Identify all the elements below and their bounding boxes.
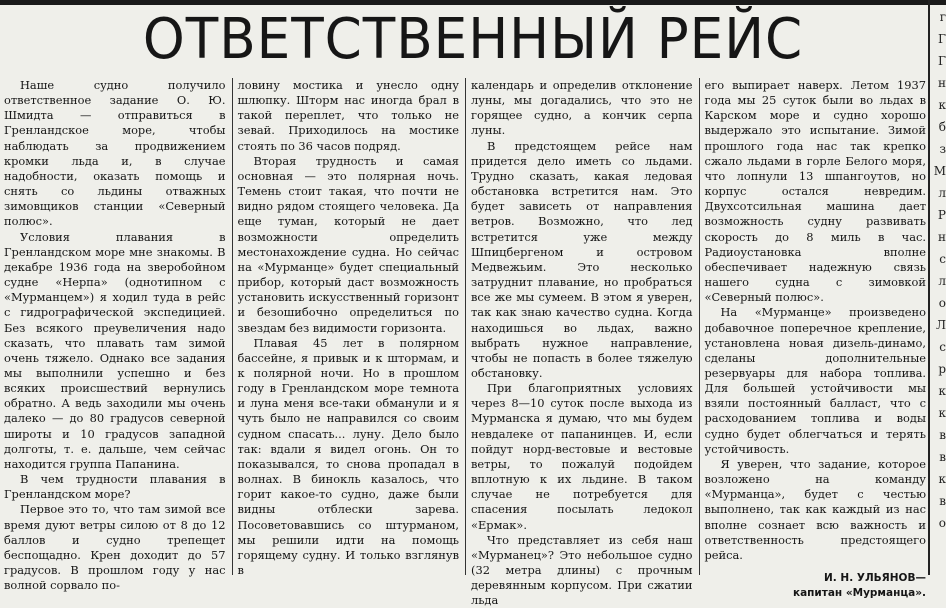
author-signature: И. Н. УЛЬЯНОВ— xyxy=(824,572,926,584)
edge-fragment: г xyxy=(939,10,946,24)
edge-fragment: Г xyxy=(938,32,946,46)
edge-fragment: л xyxy=(938,274,946,288)
edge-fragment: б xyxy=(938,120,946,134)
edge-fragment: Г xyxy=(938,54,946,68)
edge-fragment: з xyxy=(939,142,946,156)
adjacent-column-rule xyxy=(928,0,930,575)
article-paragraph: В предстоящем рейсе нам придется дело иметь со льдами. Трудно сказать, какая ледовая обстановка встретится нам. Это будет зависеть от направления ветров. Возможно, что лед встретится уже между Шпицбергеном и островом Медвежьим. Это несколько затруднит плавание, но пробраться все же мы сумеем. В этом я уверен, так как знаю качество судна. Когда находишься во льдах, важно выбрать нужное направление, чтобы не попасть в более тяжелую обстановку. xyxy=(471,138,693,380)
article-paragraph: Наше судно получило ответственное задание О. Ю. Шмидта — отправиться в Гренландское море, чтобы наблюдать за продвижением кромки льда и, в случае надобности, оказать помощь и снять со льдины отважных зимовщиков станции «Северный полюс». xyxy=(4,78,226,229)
edge-fragment: к xyxy=(938,406,946,420)
edge-fragment: л xyxy=(938,186,946,200)
edge-fragment: н xyxy=(938,76,946,90)
edge-fragment: с xyxy=(939,340,946,354)
edge-fragment: р xyxy=(938,362,946,376)
article-paragraph: Что представляет из себя наш «Мурманец»? Это небольшое судно (32 метра длины) с прочным деревянным корпусом. При сжатии льда xyxy=(471,532,693,608)
text-column-3 xyxy=(465,78,693,608)
edge-fragment: к xyxy=(938,98,946,112)
adjacent-article-fragment xyxy=(932,6,946,575)
article-paragraph: Условия плавания в Гренландском море мне знакомы. В декабре 1936 года на зверобойном судне «Нерпа» (однотипном с «Мурманцем») я ходил туда в рейс с гидрографической экспедицией. Без всякого преувеличения надо сказать, что плавать там зимой очень тяжело. Однако все задания мы выполнили успешно и без всяких происшествий вернулись обратно. А ведь заходили мы очень далеко — до 80 градусов северной широты и 10 градусов западной долготы, т. е. дальше, чем сейчас находится группа Папанина. xyxy=(4,229,226,471)
text-column-1 xyxy=(4,78,226,593)
edge-fragment: с xyxy=(939,252,946,266)
edge-fragment: к xyxy=(938,472,946,486)
edge-fragment: Р xyxy=(937,208,946,222)
edge-fragment: о xyxy=(938,296,946,310)
edge-fragment: в xyxy=(939,494,946,508)
article-headline: ОТВЕТСТВЕННЫЙ РЕЙС xyxy=(142,7,804,72)
author-role: капитан «Мурманца». xyxy=(792,587,926,599)
edge-fragment: о xyxy=(938,516,946,530)
article-paragraph: Плавая 45 лет в полярном бассейне, я привык и к штормам, и к полярной ночи. Но в прошлом году в Гренландском море темнота и луна меня все-таки обманули и я чуть было не направился со своим судном спасать... луну. Дело было так: вдали я видел огонь. Он то показывался, то снова пропадал в волнах. В бинокль казалось, что горит какое-то судно, даже были видны отблески зарева. Посоветовавшись со штурманом, мы решили идти на помощь горящему судну. И только взглянув в xyxy=(237,335,459,577)
article-paragraph: Я уверен, что задание, которое возложено на команду «Мурманца», будет с честью выполнено, так как каждый из нас вполне сознает всю важность и ответственность предстоящего рейса. xyxy=(704,456,926,562)
edge-fragment: к xyxy=(938,384,946,398)
article-paragraph: На «Мурманце» произведено добавочное поперечное крепление, установлена новая дизель-динамо, сделаны дополнительные резервуары для набора топлива. Для большей устойчивости мы взяли постоянный балласт, что с расходованием топлива и воды судно будет облегчаться и терять устойчивость. xyxy=(704,305,926,456)
article-paragraph: его выпирает наверх. Летом 1937 года мы 25 суток были во льдах в Карском море и судно хорошо выдержало это испытание. Зимой прошлого года нас так крепко сжало льдами в горле Белого моря, что лопнули 13 шпангоутов, но корпус остался невредим. Двухсотсильная машина дает возможность судну развивать скорость до 8 миль в час. Радиоустановка вполне обеспечивает надежную связь нашего судна с зимовкой «Северный полюс». xyxy=(704,78,926,305)
article-paragraph: Первое это то, что там зимой все время дуют ветры силою от 8 до 12 баллов и судно трепещет беспощадно. Крен доходит до 57 градусов. В прошлом году у нас волной сорвало по- xyxy=(4,502,226,593)
edge-fragment: в xyxy=(939,428,946,442)
article-paragraph: ловину мостика и унесло одну шлюпку. Шторм нас иногда брал в такой переплет, что только не зевай. Приходилось на мостике стоять по 36 часов подряд. xyxy=(237,78,459,153)
text-column-2 xyxy=(232,78,460,575)
article-paragraph: календарь и определив отклонение луны, мы догадались, что это не горящее судно, а кончик серпа луны. xyxy=(471,78,693,138)
article-body xyxy=(4,78,926,608)
article-paragraph: При благоприятных условиях через 8—10 суток после выхода из Мурманска я думаю, что мы будем невдалеке от папанинцев. И, если пойдут норд-вестовые и вестовые ветры, то пожалуй подойдем вплотную к их льдине. В таком случае не потребуется для спасения посылать ледокол «Ермак». xyxy=(471,381,693,532)
edge-fragment: Л xyxy=(935,318,946,332)
edge-fragment: М xyxy=(933,164,946,178)
article-paragraph: В чем трудности плавания в Гренландском море? xyxy=(4,472,226,502)
article-paragraph: Вторая трудность и самая основная — это полярная ночь. Темень стоит такая, что почти не видно рядом стоящего человека. Да еще туман, который не дает возможности определить местонахождение судна. Но сейчас на «Мурманце» будет специальный прибор, который даст возможность установить искусственный горизонт и безошибочно определиться по звездам без видимости горизонта. xyxy=(237,153,459,335)
text-column-4 xyxy=(699,78,927,599)
edge-fragment: н xyxy=(938,230,946,244)
edge-fragment: в xyxy=(939,450,946,464)
